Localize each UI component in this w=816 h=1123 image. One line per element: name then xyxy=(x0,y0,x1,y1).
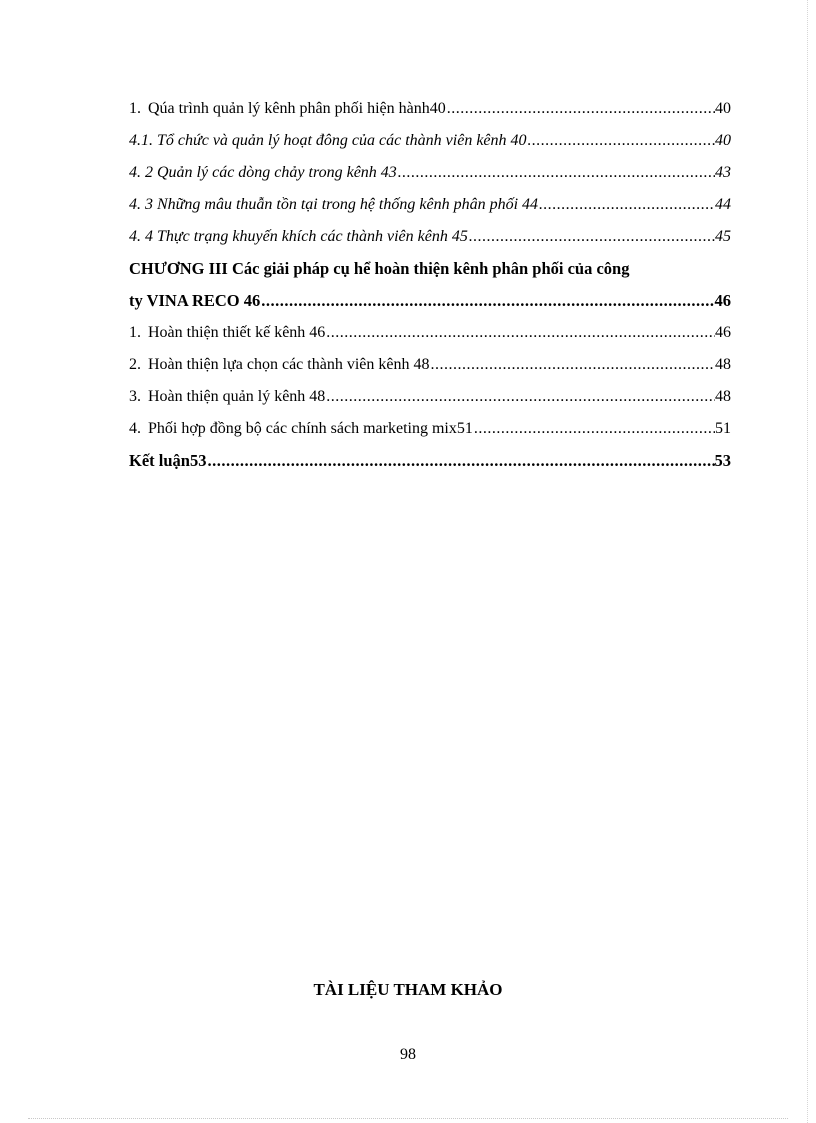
toc-entry[interactable] xyxy=(129,157,731,189)
toc-entry-number: 2. xyxy=(129,356,141,373)
dot-leader xyxy=(325,317,715,349)
toc-chapter-title[interactable]: CHƯƠNG III Các giải pháp cụ hể hoàn thiện kênh phân phối của công xyxy=(129,259,630,278)
toc-entry[interactable] xyxy=(129,445,731,477)
toc-entry-title: Qúa trình quản lý kênh phân phối hiện hành40 xyxy=(148,100,446,117)
toc-entry-page: 46 xyxy=(715,324,731,341)
toc-entry[interactable] xyxy=(129,221,731,253)
toc-entry-title: Phối hợp đồng bộ các chính sách marketing mix51 xyxy=(148,420,473,437)
table-of-contents xyxy=(129,93,731,477)
toc-entry[interactable] xyxy=(129,317,731,349)
toc-entry-page: 40 xyxy=(715,100,731,117)
toc-entry-page: 46 xyxy=(714,291,731,310)
dot-leader xyxy=(538,189,715,221)
dot-leader xyxy=(260,285,714,317)
toc-entry-number: 3. xyxy=(129,388,141,405)
page-edge-divider xyxy=(807,0,808,1123)
toc-entry-number: 1. xyxy=(129,100,141,117)
toc-entry[interactable] xyxy=(129,189,731,221)
dot-leader xyxy=(527,125,715,157)
footer-divider xyxy=(28,1118,788,1119)
dot-leader xyxy=(446,93,715,125)
toc-entry-title: Hoàn thiện thiết kế kênh 46 xyxy=(148,324,326,341)
toc-entry-number: 1. xyxy=(129,324,141,341)
toc-entry-title: Kết luận53 xyxy=(129,451,207,470)
toc-entry-title: Hoàn thiện quản lý kênh 48 xyxy=(148,388,326,405)
toc-entry-title: 4. 3 Những mâu thuẫn tồn tại trong hệ thống kênh phân phối 44 xyxy=(129,196,539,213)
toc-entry-page: 43 xyxy=(715,164,731,181)
dot-leader xyxy=(206,445,714,477)
toc-entry-page: 48 xyxy=(715,388,731,405)
toc-entry-title: ty VINA RECO 46 xyxy=(129,291,261,310)
toc-entry-page: 53 xyxy=(714,451,731,470)
toc-entry-title: 4.1. Tổ chức và quản lý hoạt đông của các thành viên kênh 40 xyxy=(129,132,527,149)
toc-entry-number: 4. xyxy=(129,420,141,437)
toc-entry[interactable] xyxy=(129,381,731,413)
toc-entry-page: 48 xyxy=(715,356,731,373)
toc-entry-page: 51 xyxy=(715,420,731,437)
page-number: 98 xyxy=(400,1046,416,1063)
toc-entry[interactable] xyxy=(129,413,731,445)
toc-entry-title: 4. 2 Quản lý các dòng chảy trong kênh 43 xyxy=(129,164,397,181)
toc-entry[interactable] xyxy=(129,93,731,125)
dot-leader xyxy=(325,381,715,413)
dot-leader xyxy=(468,221,715,253)
toc-entry[interactable] xyxy=(129,125,731,157)
dot-leader xyxy=(473,413,715,445)
toc-entry-page: 44 xyxy=(715,196,731,213)
dot-leader xyxy=(397,157,715,189)
toc-entry[interactable] xyxy=(129,349,731,381)
toc-entry-title: 4. 4 Thực trạng khuyến khích các thành viên kênh 45 xyxy=(129,228,468,245)
toc-entry-page: 45 xyxy=(715,228,731,245)
toc-entry-page: 40 xyxy=(715,132,731,149)
toc-entry[interactable] xyxy=(129,285,731,317)
references-heading: TÀI LIỆU THAM KHẢO xyxy=(313,980,503,999)
dot-leader xyxy=(429,349,715,381)
toc-entry-title: Hoàn thiện lựa chọn các thành viên kênh 48 xyxy=(148,356,430,373)
